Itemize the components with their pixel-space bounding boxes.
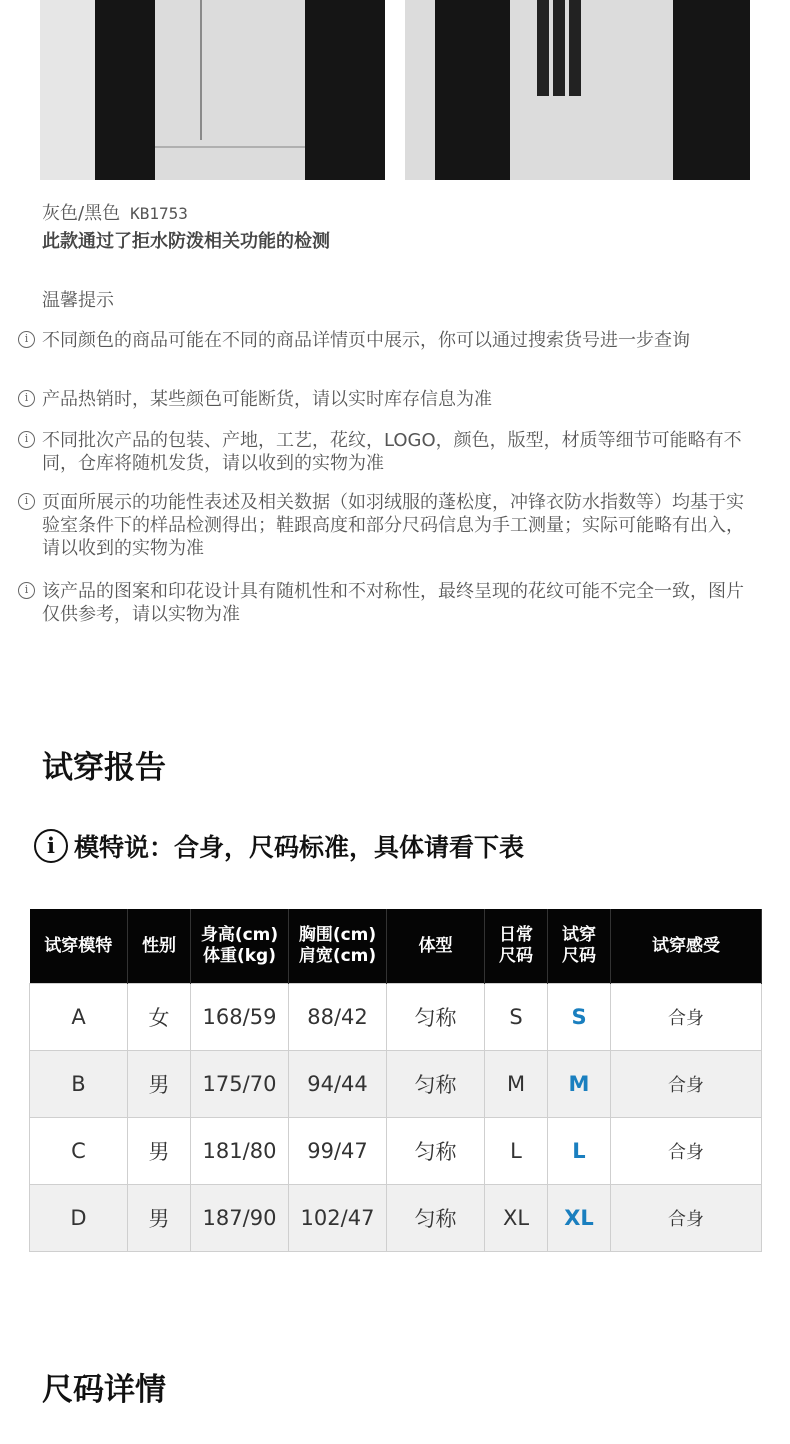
col-header-height-weight [191,909,289,984]
info-icon: i [34,829,68,863]
product-article-code: KB1753 [130,204,188,223]
cell-height-weight: 168/59 [191,984,289,1051]
fit-report-title: 试穿报告 [42,750,166,786]
cell-model: B [30,1051,128,1118]
cell-gender: 男 [128,1051,191,1118]
tip-item [18,429,758,475]
col-header-text: 肩宽(cm) [298,946,377,966]
col-header-feel [611,909,762,984]
logo-stripe [537,0,549,96]
cell-gender: 女 [128,984,191,1051]
col-header-text: 尺码 [562,946,596,966]
col-header-text: 体重(kg) [202,946,276,966]
table-header-row [30,909,762,984]
cell-chest-shoulder: 99/47 [289,1118,387,1185]
col-header-tried-size [548,909,611,984]
table-row [30,1118,762,1185]
col-header-text: 试穿感受 [652,935,720,956]
logo-stripe [553,0,565,96]
info-icon: i [18,331,35,348]
product-color-line [42,199,188,225]
cell-body-type: 匀称 [387,1051,485,1118]
col-header-text: 身高(cm) [200,925,279,945]
col-header-text: 性别 [142,935,176,956]
jacket-sleeve-right [673,0,750,180]
tip-text: 产品热销时，某些颜色可能断货，请以实时库存信息为准 [42,389,492,410]
product-image-front[interactable] [40,0,385,180]
col-header-body-type [387,909,485,984]
info-icon: i [18,582,35,599]
cell-feel: 合身 [611,1118,762,1185]
logo-stripe [569,0,581,96]
tip-text: 不同颜色的商品可能在不同的商品详情页中展示，你可以通过搜索货号进一步查询 [42,330,690,351]
size-details-title: 尺码详情 [42,1372,166,1408]
table-row [30,1051,762,1118]
col-header-text: 试穿 [562,925,596,945]
product-color-name: 灰色/黑色 [42,203,121,224]
tip-item [18,329,758,352]
product-function-note: 此款通过了拒水防泼相关功能的检测 [42,231,330,252]
model-says-line [34,826,524,866]
cell-feel: 合身 [611,984,762,1051]
info-icon: i [18,431,35,448]
table-row [30,984,762,1051]
cell-daily-size: M [485,1051,548,1118]
cell-height-weight: 181/80 [191,1118,289,1185]
cell-daily-size: XL [485,1185,548,1252]
col-header-model [30,909,128,984]
model-says-text: 模特说：合身，尺码标准，具体请看下表 [74,833,525,862]
col-header-text: 体型 [418,935,453,956]
col-header-daily-size [485,909,548,984]
col-header-text: 日常 [499,925,533,945]
table-row [30,1185,762,1252]
cell-model: A [30,984,128,1051]
cell-chest-shoulder: 88/42 [289,984,387,1051]
tip-item [18,388,758,411]
cell-tried-size: M [548,1051,611,1118]
cell-chest-shoulder: 102/47 [289,1185,387,1252]
cell-tried-size: S [548,984,611,1051]
cell-tried-size: L [548,1118,611,1185]
cell-chest-shoulder: 94/44 [289,1051,387,1118]
photo-background-left [40,0,95,180]
tip-text: 该产品的图案和印花设计具有随机性和不对称性，最终呈现的花纹可能不完全一致，图片仅供参考，请以实物为准 [42,581,744,625]
jacket-sleeve-left [435,0,510,180]
col-header-text: 试穿模特 [44,935,113,956]
tip-item [18,580,758,626]
cell-feel: 合身 [611,1051,762,1118]
cell-height-weight: 187/90 [191,1185,289,1252]
cell-model: D [30,1185,128,1252]
product-image-back[interactable] [405,0,750,180]
cell-feel: 合身 [611,1185,762,1252]
info-icon: i [18,390,35,407]
cell-tried-size: XL [548,1185,611,1252]
col-header-text: 尺码 [499,946,533,966]
tip-text: 不同批次产品的包装、产地，工艺，花纹，LOGO，颜色，版型，材质等细节可能略有不同，仓库将随机发货，请以收到的实物为准 [42,430,742,474]
col-header-text: 胸围(cm) [298,925,377,945]
cell-model: C [30,1118,128,1185]
cell-height-weight: 175/70 [191,1051,289,1118]
jacket-hem [155,146,305,148]
cell-daily-size: S [485,984,548,1051]
cell-gender: 男 [128,1118,191,1185]
tips-title: 温馨提示 [42,290,114,311]
col-header-chest-shoulder [289,909,387,984]
tip-text: 页面所展示的功能性表述及相关数据（如羽绒服的蓬松度，冲锋衣防水指数等）均基于实验室条件下的样品检测得出；鞋跟高度和部分尺码信息为手工测量；实际可能略有出入，请以收到的实物为准 [42,492,744,559]
jacket-zipper [200,0,202,140]
info-icon: i [18,493,35,510]
cell-body-type: 匀称 [387,984,485,1051]
jacket-sleeve-right [305,0,385,180]
jacket-sleeve-left [95,0,155,180]
cell-daily-size: L [485,1118,548,1185]
cell-body-type: 匀称 [387,1118,485,1185]
cell-body-type: 匀称 [387,1185,485,1252]
fit-report-table [29,909,762,1252]
col-header-gender [128,909,191,984]
tip-item [18,491,758,560]
cell-gender: 男 [128,1185,191,1252]
